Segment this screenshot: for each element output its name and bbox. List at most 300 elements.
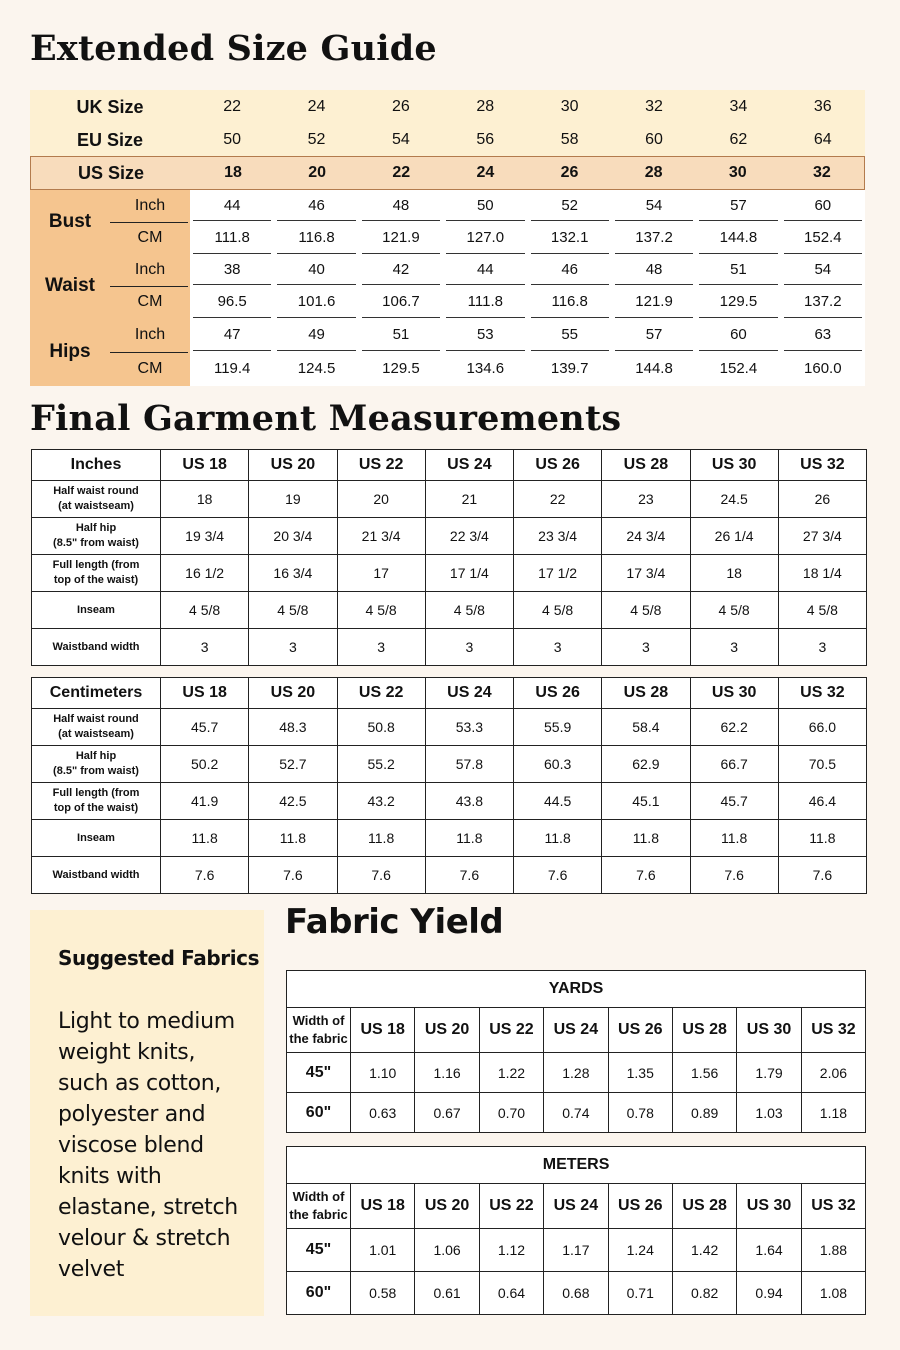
cm-cell: 129.5 <box>719 292 758 310</box>
suggested-fabrics-text: Light to medium weight knits, such as cotton, polyester and viscose blend knits with elastane, stretch velour & stretch velvet <box>58 1009 238 1282</box>
uk-size-cell: 24 <box>307 98 326 115</box>
us-size-cell: 22 <box>392 164 411 181</box>
value-cell: 0.82 <box>672 1272 736 1315</box>
table-row <box>287 1093 866 1133</box>
table-row <box>32 820 867 857</box>
value-cell: 2.06 <box>801 1053 865 1093</box>
us-size-cell: 20 <box>308 164 327 181</box>
eu-size-label: EU Size <box>76 129 144 150</box>
inch-cell: 48 <box>392 196 410 214</box>
cm-cell: 121.9 <box>382 228 420 246</box>
garment-header-row <box>32 450 867 481</box>
units-header: Inches <box>32 450 161 481</box>
measure-block-waist <box>30 254 865 318</box>
value-cell: 23 <box>602 481 690 518</box>
row-label-line2: (at waistseam) <box>58 500 134 512</box>
value-cell: 16 1/2 <box>161 555 249 592</box>
width-label-line1: Width of <box>292 1189 345 1204</box>
unit-label-inch: Inch <box>134 261 166 278</box>
value-cell: 52.7 <box>249 746 337 783</box>
uk-size-cell: 26 <box>392 98 410 115</box>
table-row <box>287 1272 866 1315</box>
value-cell: 18 <box>690 555 778 592</box>
size-header: US 22 <box>479 1184 543 1229</box>
fabric-width-label: 45" <box>287 1053 351 1093</box>
size-header: US 24 <box>425 678 513 709</box>
size-header: US 30 <box>737 1008 801 1053</box>
value-cell: 1.16 <box>415 1053 479 1093</box>
value-cell: 4 5/8 <box>425 592 513 629</box>
size-header: US 24 <box>544 1184 608 1229</box>
value-cell: 70.5 <box>778 746 866 783</box>
size-header: US 18 <box>161 678 249 709</box>
yield-header-row <box>287 1008 866 1053</box>
table-row <box>32 629 867 666</box>
eu-size-cell: 62 <box>729 131 748 148</box>
inch-cell: 44 <box>476 260 494 278</box>
row-label-line2: (8.5" from waist) <box>53 537 139 549</box>
size-header: US 26 <box>514 450 602 481</box>
size-header: US 28 <box>672 1008 736 1053</box>
cm-cell: 121.9 <box>635 292 673 310</box>
value-cell: 21 3/4 <box>337 518 425 555</box>
size-header: US 18 <box>351 1184 415 1229</box>
row-label <box>32 857 161 894</box>
row-label-line1: Half hip <box>75 522 117 534</box>
value-cell: 7.6 <box>161 857 249 894</box>
value-cell: 1.17 <box>544 1229 608 1272</box>
value-cell: 24 3/4 <box>602 518 690 555</box>
value-cell: 66.0 <box>778 709 866 746</box>
value-cell: 11.8 <box>778 820 866 857</box>
row-label-line1: Half hip <box>75 750 117 762</box>
width-label-line1: Width of <box>292 1013 345 1028</box>
cm-cell: 152.4 <box>804 228 842 246</box>
value-cell: 1.79 <box>737 1053 801 1093</box>
cm-row <box>190 220 865 254</box>
eu-size-cell: 58 <box>560 131 579 148</box>
inch-cell: 55 <box>561 325 579 343</box>
value-cell: 21 <box>425 481 513 518</box>
value-cell: 23 3/4 <box>514 518 602 555</box>
size-guide-title: Extended Size Guide <box>30 28 437 69</box>
value-cell: 57.8 <box>425 746 513 783</box>
inch-cell: 49 <box>308 325 325 343</box>
value-cell: 11.8 <box>425 820 513 857</box>
size-header: US 26 <box>608 1184 672 1229</box>
inch-cell: 57 <box>730 196 747 214</box>
value-cell: 1.28 <box>544 1053 608 1093</box>
size-header: US 22 <box>337 450 425 481</box>
table-row <box>32 518 867 555</box>
value-cell: 41.9 <box>161 783 249 820</box>
value-cell: 43.8 <box>425 783 513 820</box>
yield-header-row <box>287 1184 866 1229</box>
inch-cell: 54 <box>645 196 663 214</box>
inch-row <box>190 318 865 350</box>
size-header: US 26 <box>608 1008 672 1053</box>
value-cell: 7.6 <box>602 857 690 894</box>
garment-inches-table <box>31 449 867 666</box>
eu-size-cell: 52 <box>307 131 326 148</box>
value-cell: 4 5/8 <box>337 592 425 629</box>
size-header: US 20 <box>415 1184 479 1229</box>
uk-size-cell: 36 <box>813 98 832 115</box>
value-cell: 0.68 <box>544 1272 608 1315</box>
row-label <box>32 518 161 555</box>
suggested-fabrics-title: Suggested Fabrics <box>58 946 260 970</box>
value-cell: 3 <box>690 629 778 666</box>
size-header: US 32 <box>778 450 866 481</box>
cm-cell: 144.8 <box>719 228 758 246</box>
value-cell: 22 3/4 <box>425 518 513 555</box>
cm-cell: 152.4 <box>719 359 758 377</box>
value-cell: 17 1/4 <box>425 555 513 592</box>
fabric-width-label: 60" <box>287 1093 351 1133</box>
uk-size-cell: 34 <box>729 98 748 115</box>
cm-cell: 116.8 <box>298 228 335 246</box>
value-cell: 1.64 <box>737 1229 801 1272</box>
measure-name: Waist <box>45 275 95 296</box>
row-label-line1: Waistband width <box>52 868 140 881</box>
row-label <box>32 592 161 629</box>
value-cell: 4 5/8 <box>514 592 602 629</box>
us-size-cell: 28 <box>644 164 663 181</box>
size-header: US 28 <box>672 1184 736 1229</box>
eu-size-cell: 64 <box>813 131 832 148</box>
inch-cell: 50 <box>476 196 494 214</box>
cm-cell: 96.5 <box>217 292 247 310</box>
value-cell: 45.7 <box>690 783 778 820</box>
inch-cell: 38 <box>223 260 241 278</box>
value-cell: 1.56 <box>672 1053 736 1093</box>
value-cell: 7.6 <box>249 857 337 894</box>
suggested-fabrics-panel <box>30 910 264 1316</box>
value-cell: 3 <box>778 629 866 666</box>
cm-cell: 160.0 <box>804 359 842 377</box>
fabric-width-label: 60" <box>287 1272 351 1315</box>
eu-size-cell: 56 <box>476 131 495 148</box>
value-cell: 1.10 <box>351 1053 415 1093</box>
cm-row <box>190 350 865 386</box>
size-header: US 20 <box>249 450 337 481</box>
value-cell: 7.6 <box>778 857 866 894</box>
row-label <box>32 555 161 592</box>
value-cell: 16 3/4 <box>249 555 337 592</box>
value-cell: 58.4 <box>602 709 690 746</box>
uk-size-cell: 22 <box>223 98 242 115</box>
value-cell: 4 5/8 <box>778 592 866 629</box>
inch-cell: 46 <box>308 196 325 214</box>
cm-cell: 119.4 <box>213 359 251 377</box>
inch-row <box>190 254 865 284</box>
value-cell: 1.12 <box>479 1229 543 1272</box>
value-cell: 46.4 <box>778 783 866 820</box>
size-header: US 32 <box>801 1184 865 1229</box>
row-label <box>32 746 161 783</box>
eu-size-row <box>30 123 865 157</box>
value-cell: 1.01 <box>351 1229 415 1272</box>
value-cell: 1.88 <box>801 1229 865 1272</box>
value-cell: 0.63 <box>351 1093 415 1133</box>
row-label-line1: Full length (from <box>52 559 140 571</box>
value-cell: 20 3/4 <box>249 518 337 555</box>
value-cell: 17 <box>337 555 425 592</box>
us-size-cell: 26 <box>560 164 579 181</box>
value-cell: 1.35 <box>608 1053 672 1093</box>
size-header: US 18 <box>351 1008 415 1053</box>
inch-row <box>190 190 865 220</box>
inch-cell: 44 <box>223 196 241 214</box>
row-label-line1: Half waist round <box>53 713 139 725</box>
inch-cell: 57 <box>645 325 663 343</box>
cm-cell: 127.0 <box>466 228 505 246</box>
garment-title: Final Garment Measurements <box>30 398 622 439</box>
inch-cell: 40 <box>308 260 325 278</box>
width-label <box>287 1008 351 1053</box>
value-cell: 0.94 <box>737 1272 801 1315</box>
value-cell: 11.8 <box>602 820 690 857</box>
size-header: US 32 <box>801 1008 865 1053</box>
value-cell: 1.06 <box>415 1229 479 1272</box>
row-label-line1: Half waist round <box>53 485 139 497</box>
size-header: US 28 <box>602 450 690 481</box>
row-label-line1: Inseam <box>77 831 115 844</box>
us-size-label: US Size <box>77 162 145 183</box>
value-cell: 7.6 <box>425 857 513 894</box>
value-cell: 0.71 <box>608 1272 672 1315</box>
value-cell: 3 <box>249 629 337 666</box>
value-cell: 50.8 <box>337 709 425 746</box>
yield-caption: METERS <box>287 1147 866 1184</box>
table-row <box>32 592 867 629</box>
value-cell: 7.6 <box>337 857 425 894</box>
eu-size-cell: 50 <box>223 131 242 148</box>
value-cell: 1.42 <box>672 1229 736 1272</box>
value-cell: 45.7 <box>161 709 249 746</box>
table-row <box>287 1053 866 1093</box>
size-header: US 20 <box>249 678 337 709</box>
row-label <box>32 629 161 666</box>
value-cell: 24.5 <box>690 481 778 518</box>
value-cell: 18 1/4 <box>778 555 866 592</box>
cm-cell: 144.8 <box>635 359 673 377</box>
uk-size-cell: 28 <box>476 98 495 115</box>
table-row <box>32 857 867 894</box>
value-cell: 4 5/8 <box>690 592 778 629</box>
value-cell: 3 <box>602 629 690 666</box>
value-cell: 1.08 <box>801 1272 865 1315</box>
inch-cell: 47 <box>223 325 241 343</box>
cm-cell: 111.8 <box>214 228 250 246</box>
size-header: US 24 <box>544 1008 608 1053</box>
value-cell: 0.70 <box>479 1093 543 1133</box>
value-cell: 60.3 <box>514 746 602 783</box>
cm-cell: 101.6 <box>297 292 336 310</box>
value-cell: 11.8 <box>249 820 337 857</box>
value-cell: 62.9 <box>602 746 690 783</box>
unit-label-cm: CM <box>137 360 163 377</box>
value-cell: 55.2 <box>337 746 425 783</box>
unit-label-cm: CM <box>137 229 163 246</box>
yield-caption-row <box>287 1147 866 1184</box>
value-cell: 3 <box>337 629 425 666</box>
value-cell: 7.6 <box>514 857 602 894</box>
inch-cell: 52 <box>561 196 579 214</box>
value-cell: 0.67 <box>415 1093 479 1133</box>
value-cell: 44.5 <box>514 783 602 820</box>
fabric-width-label: 45" <box>287 1229 351 1272</box>
value-cell: 22 <box>514 481 602 518</box>
meters-yield-table <box>286 1146 866 1315</box>
value-cell: 0.78 <box>608 1093 672 1133</box>
inch-cell: 53 <box>476 325 494 343</box>
us-size-cell: 30 <box>728 164 747 181</box>
table-row <box>32 555 867 592</box>
inch-cell: 63 <box>814 325 832 343</box>
value-cell: 4 5/8 <box>161 592 249 629</box>
row-label <box>32 481 161 518</box>
size-header: US 22 <box>337 678 425 709</box>
yield-caption-row <box>287 971 866 1008</box>
inch-cell: 51 <box>392 325 410 343</box>
inch-cell: 46 <box>561 260 579 278</box>
uk-size-row <box>30 90 865 124</box>
value-cell: 1.18 <box>801 1093 865 1133</box>
row-label-line2: top of the waist) <box>53 802 139 814</box>
value-cell: 0.58 <box>351 1272 415 1315</box>
measure-name: Bust <box>48 211 92 232</box>
value-cell: 11.8 <box>337 820 425 857</box>
us-size-row <box>30 156 865 190</box>
cm-cell: 106.7 <box>382 292 420 310</box>
cm-cell: 139.7 <box>550 359 589 377</box>
value-cell: 3 <box>514 629 602 666</box>
cm-cell: 137.2 <box>804 292 842 310</box>
yards-yield-table <box>286 970 866 1133</box>
value-cell: 0.64 <box>479 1272 543 1315</box>
value-cell: 26 <box>778 481 866 518</box>
size-header: US 22 <box>479 1008 543 1053</box>
value-cell: 19 3/4 <box>161 518 249 555</box>
measure-name: Hips <box>49 341 91 362</box>
value-cell: 42.5 <box>249 783 337 820</box>
value-cell: 20 <box>337 481 425 518</box>
cm-cell: 132.1 <box>550 228 589 246</box>
us-size-cell: 32 <box>813 164 831 181</box>
us-size-cell: 18 <box>224 164 242 181</box>
size-header: US 30 <box>690 450 778 481</box>
measure-block-hips <box>30 318 865 386</box>
garment-header-row <box>32 678 867 709</box>
value-cell: 1.03 <box>737 1093 801 1133</box>
us-size-cell: 24 <box>476 164 495 181</box>
value-cell: 4 5/8 <box>602 592 690 629</box>
inch-cell: 51 <box>730 260 747 278</box>
value-cell: 0.74 <box>544 1093 608 1133</box>
value-cell: 45.1 <box>602 783 690 820</box>
table-row <box>32 746 867 783</box>
eu-size-cell: 54 <box>392 131 410 148</box>
inch-cell: 60 <box>814 196 832 214</box>
fabric-yield-title: Fabric Yield <box>285 902 504 942</box>
value-cell: 4 5/8 <box>249 592 337 629</box>
measure-block-bust <box>30 190 865 254</box>
value-cell: 62.2 <box>690 709 778 746</box>
row-label-line1: Full length (from <box>52 787 140 799</box>
row-label-line2: top of the waist) <box>53 574 139 586</box>
row-label-line2: (8.5" from waist) <box>53 765 139 777</box>
value-cell: 19 <box>249 481 337 518</box>
value-cell: 17 3/4 <box>602 555 690 592</box>
cm-cell: 116.8 <box>551 292 588 310</box>
size-header: US 30 <box>690 678 778 709</box>
row-label <box>32 820 161 857</box>
inch-cell: 48 <box>645 260 663 278</box>
value-cell: 50.2 <box>161 746 249 783</box>
row-label-line1: Waistband width <box>52 640 140 653</box>
table-row <box>32 481 867 518</box>
yield-caption: YARDS <box>287 971 866 1008</box>
value-cell: 53.3 <box>425 709 513 746</box>
value-cell: 3 <box>425 629 513 666</box>
value-cell: 66.7 <box>690 746 778 783</box>
uk-size-cell: 32 <box>645 98 663 115</box>
size-header: US 26 <box>514 678 602 709</box>
row-label-line1: Inseam <box>77 603 115 616</box>
size-header: US 30 <box>737 1184 801 1229</box>
units-header: Centimeters <box>32 678 161 709</box>
garment-cm-table <box>31 677 867 894</box>
value-cell: 0.89 <box>672 1093 736 1133</box>
size-header: US 24 <box>425 450 513 481</box>
value-cell: 11.8 <box>690 820 778 857</box>
value-cell: 48.3 <box>249 709 337 746</box>
row-label <box>32 709 161 746</box>
unit-label-inch: Inch <box>134 326 166 343</box>
size-guide-table <box>30 90 865 386</box>
cm-cell: 134.6 <box>466 359 505 377</box>
cm-cell: 111.8 <box>467 292 503 310</box>
width-label-line2: the fabric <box>289 1031 348 1046</box>
table-row <box>32 783 867 820</box>
value-cell: 26 1/4 <box>690 518 778 555</box>
eu-size-cell: 60 <box>645 131 663 148</box>
value-cell: 3 <box>161 629 249 666</box>
width-label <box>287 1184 351 1229</box>
inch-cell: 60 <box>730 325 747 343</box>
width-label-line2: the fabric <box>289 1207 348 1222</box>
value-cell: 17 1/2 <box>514 555 602 592</box>
value-cell: 7.6 <box>690 857 778 894</box>
size-header: US 20 <box>415 1008 479 1053</box>
value-cell: 43.2 <box>337 783 425 820</box>
inch-cell: 54 <box>814 260 832 278</box>
unit-label-inch: Inch <box>134 197 166 214</box>
uk-size-label: UK Size <box>76 96 144 117</box>
table-row <box>32 709 867 746</box>
cm-cell: 124.5 <box>297 359 336 377</box>
value-cell: 1.24 <box>608 1229 672 1272</box>
table-row <box>287 1229 866 1272</box>
value-cell: 1.22 <box>479 1053 543 1093</box>
uk-size-cell: 30 <box>560 98 579 115</box>
size-header: US 32 <box>778 678 866 709</box>
size-header: US 18 <box>161 450 249 481</box>
row-label <box>32 783 161 820</box>
value-cell: 0.61 <box>415 1272 479 1315</box>
row-label-line2: (at waistseam) <box>58 728 134 740</box>
